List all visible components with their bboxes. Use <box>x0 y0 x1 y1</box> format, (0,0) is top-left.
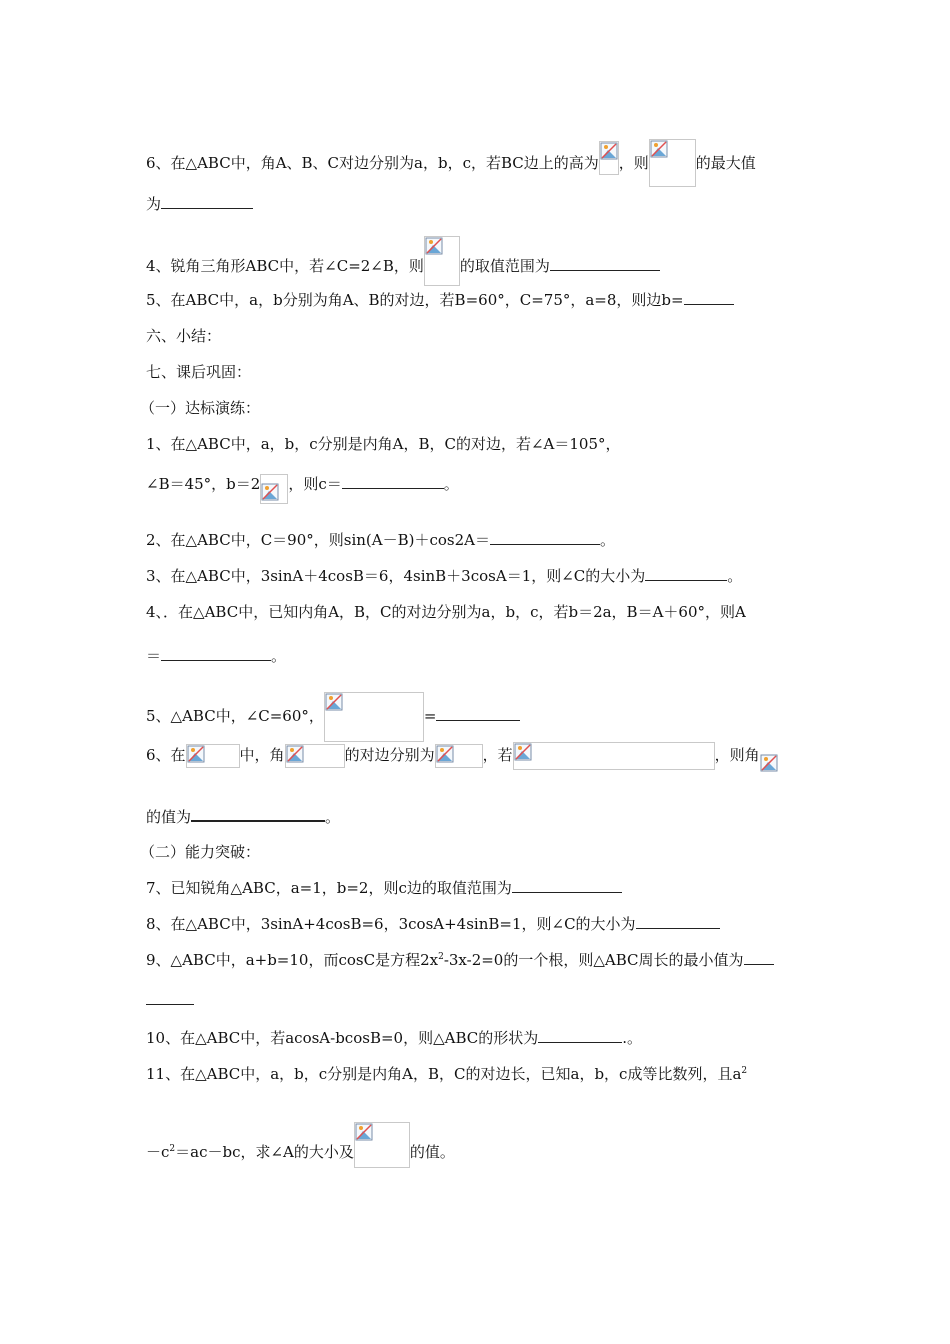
broken-image-icon <box>325 693 343 711</box>
exercise-9-line: 9、△ABC中，a+b=10，而cosC是方程$2x^2-3x-2=0$的一个根，则△ABC周长的最小值为 <box>146 950 774 970</box>
formula-image-placeholder <box>599 141 619 175</box>
formula-image-placeholder <box>285 744 345 768</box>
problem-4-line: 4、锐角三角形ABC中，若∠C=2∠B，则 的取值范围为 <box>146 242 660 292</box>
formula-image-placeholder <box>513 742 715 770</box>
formula-image-placeholder <box>760 754 780 774</box>
formula-image-placeholder <box>424 236 460 286</box>
problem-6-answer-line: 为 <box>146 194 253 214</box>
answer-blank[interactable] <box>436 706 520 721</box>
answer-blank[interactable] <box>684 290 734 305</box>
problem-5-line: 5、在ABC中，a，b分别为角A、B的对边，若B=60°，C=75°，a=8，则边b= <box>146 290 734 310</box>
exercise-1-line: 1、在△ABC中，a，b，c分别是内角A，B，C的对边，若∠A＝105°， <box>146 435 621 453</box>
broken-image-icon <box>514 743 532 761</box>
exercise-4-answer-line: ＝ 。 <box>146 647 287 665</box>
formula-image-placeholder <box>186 744 240 768</box>
section-summary-heading: 六、小结： <box>146 327 222 345</box>
subsection-practice-heading: （一）达标演练： <box>140 399 261 417</box>
exercise-9-answer-continued <box>146 990 194 1010</box>
section-review-heading: 七、课后巩固： <box>146 363 252 381</box>
exercise-11-line: 11、在△ABC中，a，b，c分别是内角A，B，C的对边长，已知a，b，c成等比数列，且$a^2$ <box>146 1065 748 1083</box>
broken-image-icon <box>425 237 443 255</box>
formula-image-placeholder <box>435 744 483 768</box>
answer-blank[interactable] <box>191 806 325 822</box>
formula-image-placeholder <box>324 692 424 742</box>
formula-image-placeholder <box>649 139 696 187</box>
answer-blank[interactable] <box>744 950 774 965</box>
exercise-5-line: 5、△ABC中，∠C=60°， = <box>146 692 520 742</box>
broken-image-icon <box>286 745 304 763</box>
answer-blank[interactable] <box>645 566 727 581</box>
formula-image-placeholder <box>354 1122 410 1168</box>
problem-6-line: 6、在△ABC中，角A、B、C对边分别为a，b，c，若BC边上的高为 ，则 的最大值 <box>146 140 756 188</box>
exercise-7-line: 7、已知锐角△ABC，a=1，b=2，则c边的取值范围为 <box>146 878 622 898</box>
broken-image-icon <box>355 1123 373 1141</box>
broken-image-icon <box>187 745 205 763</box>
answer-blank[interactable] <box>490 530 600 545</box>
exercise-3-line: 3、在△ABC中，3sinA＋4cosB＝6，4sinB＋3cosA＝1，则∠C的大小为 。 <box>146 567 743 585</box>
answer-blank[interactable] <box>161 646 271 661</box>
answer-blank[interactable] <box>161 194 253 209</box>
subsection-ability-heading: （二）能力突破： <box>140 843 261 861</box>
exercise-10-line: 10、在△ABC中，若acosA-bcosB=0，则△ABC的形状为 .。 <box>146 1029 643 1047</box>
exercise-6-answer-line: 的值为 。 <box>146 808 341 826</box>
answer-blank[interactable] <box>146 990 194 1005</box>
broken-image-icon <box>650 140 668 158</box>
answer-blank[interactable] <box>636 914 720 929</box>
exercise-6-line: 6、在 中，角 的对边分别为 ，若 ，则角 <box>146 742 780 770</box>
broken-image-icon <box>436 745 454 763</box>
answer-blank[interactable] <box>512 878 622 893</box>
exercise-2-line: 2、在△ABC中，C＝90°，则sin(A－B)＋cos2A＝ 。 <box>146 531 615 549</box>
broken-image-icon <box>261 483 279 501</box>
exercise-1-continued-line: ∠B＝45°，b＝2 ，则c＝ 。 <box>146 470 459 500</box>
exercise-11-continued-line: $-c^2=ac-bc$，求∠A的大小及 的值。 <box>146 1130 455 1176</box>
exercise-8-line: 8、在△ABC中，3sinA+4cosB=6，3cosA+4sinB=1，则∠C的大小为 <box>146 914 720 934</box>
answer-blank[interactable] <box>550 256 660 271</box>
broken-image-icon <box>760 754 778 772</box>
broken-image-icon <box>600 142 618 160</box>
formula-image-placeholder <box>260 474 288 504</box>
answer-blank[interactable] <box>538 1028 622 1043</box>
exercise-4-line: 4、．在△ABC中，已知内角A，B，C的对边分别为a，b，c，若b＝2a，B＝A＋60°，则A <box>146 603 746 621</box>
answer-blank[interactable] <box>342 474 444 489</box>
